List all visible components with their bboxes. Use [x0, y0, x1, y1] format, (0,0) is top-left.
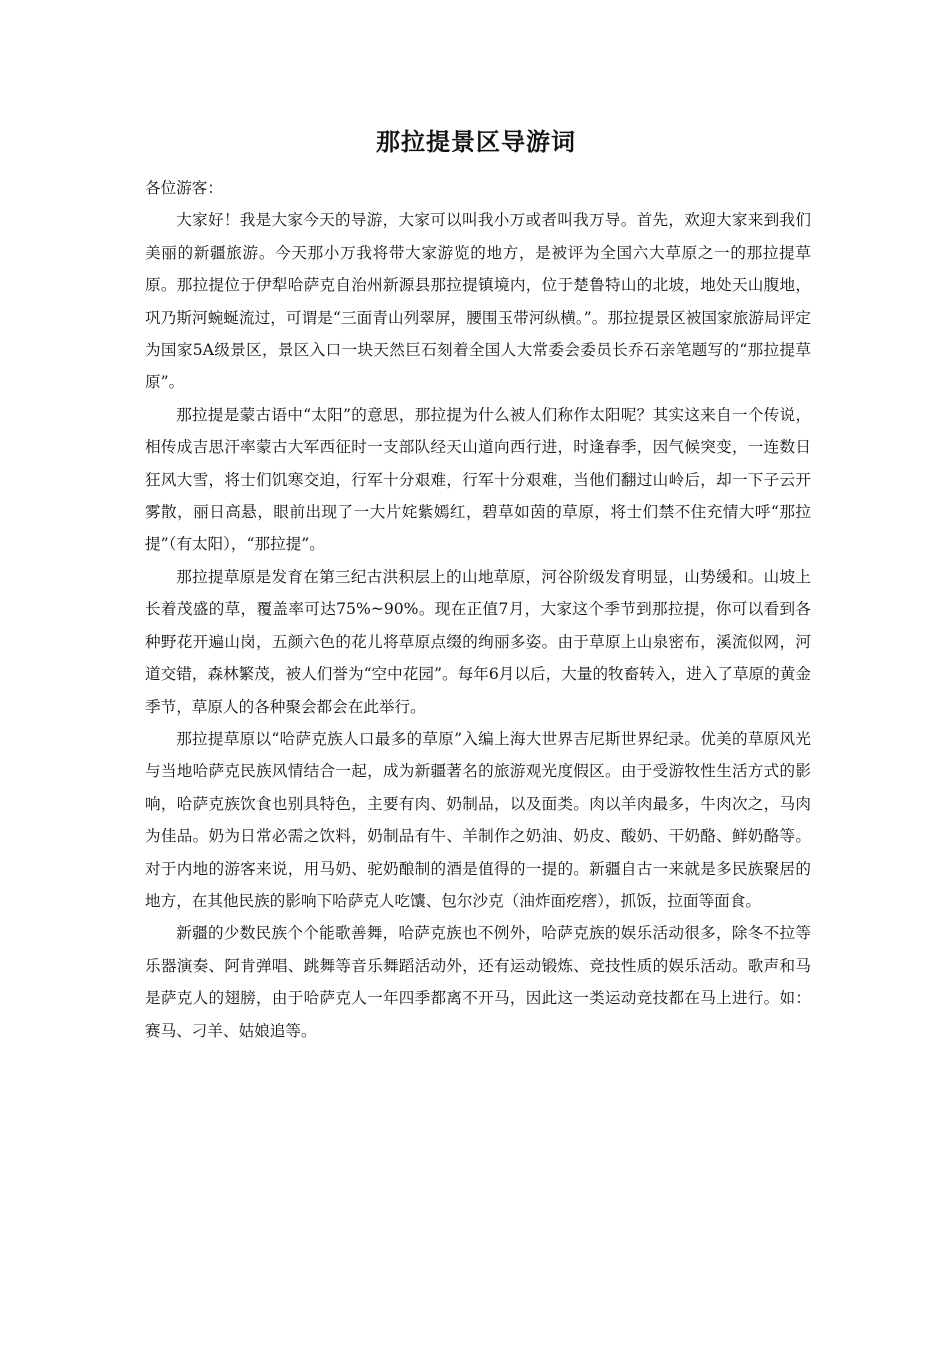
paragraph-grassland: 那拉提草原是发育在第三纪古洪积层上的山地草原，河谷阶级发育明显，山势缓和。山坡上长着茂盛的草，覆盖率可达75%~90%。现在正值7月，大家这个季节到那拉提，你可以看到各种野花开遍山岗，五颜六色的花儿将草原点缀的绚丽多姿。由于草原上山泉密布，溪流似网，河道交错，森林繁茂，被人们誉为“空中花园”。每年6月以后，大量的牧畜转入，进入了草原的黄金季节，草原人的各种聚会都会在此举行。: [145, 567, 811, 716]
page-title: 那拉提景区导游词: [376, 127, 576, 156]
paragraph-entertainment: 新疆的少数民族个个能歌善舞，哈萨克族也不例外，哈萨克族的娱乐活动很多，除冬不拉等乐器演奏、阿肯弹唱、跳舞等音乐舞蹈活动外，还有运动锻炼、竞技性质的娱乐活动。歌声和马是萨克人的翅膀，由于哈萨克人一年四季都离不开马，因此这一类运动竞技都在马上进行。如：赛马、刁羊、姑娘追等。: [145, 924, 811, 1040]
paragraph-name-legend: 那拉提是蒙古语中“太阳”的意思，那拉提为什么被人们称作太阳呢？其实这来自一个传说，相传成吉思汗率蒙古大军西征时一支部队经天山道向西行进，时逢春季，因气候突变，一连数日狂风大雪，将士们饥寒交迫，行军十分艰难，行军十分艰难，当他们翻过山岭后，却一下子云开雾散，丽日高悬，眼前出现了一大片姹紫嫣红，碧草如茵的草原，将士们禁不住充情大呼“那拉提”（有太阳），“那拉提”。: [145, 405, 811, 554]
document-body: [145, 172, 811, 1047]
paragraph-kazakh-food: 那拉提草原以“哈萨克族人口最多的草原”入编上海大世界吉尼斯世界纪录。优美的草原风光与当地哈萨克民族风情结合一起，成为新疆著名的旅游观光度假区。由于受游牧性生活方式的影响，哈萨克族饮食也别具特色，主要有肉、奶制品，以及面类。肉以羊肉最多，牛肉次之，马肉为佳品。奶为日常必需之饮料，奶制品有牛、羊制作之奶油、奶皮、酸奶、干奶酪、鲜奶酪等。对于内地的游客来说，用马奶、驼奶酿制的酒是值得的一提的。新疆自古一来就是多民族聚居的地方，在其他民族的影响下哈萨克人吃馕、包尔沙克（油炸面疙瘩），抓饭，拉面等面食。: [145, 729, 811, 910]
paragraph-intro: 大家好！我是大家今天的导游，大家可以叫我小万或者叫我万导。首先，欢迎大家来到我们美丽的新疆旅游。今天那小万我将带大家游览的地方，是被评为全国六大草原之一的那拉提草原。那拉提位于伊犁哈萨克自治州新源县那拉提镇境内，位于楚鲁特山的北坡，地处天山腹地，巩乃斯河蜿蜒流过，可谓是“三面青山列翠屏，腰围玉带河纵横。”。那拉提景区被国家旅游局评定为国家5A级景区，景区入口一块天然巨石刻着全国人大常委会委员长乔石亲笔题写的“那拉提草原”。: [145, 211, 811, 392]
salutation: 各位游客：: [145, 179, 223, 197]
